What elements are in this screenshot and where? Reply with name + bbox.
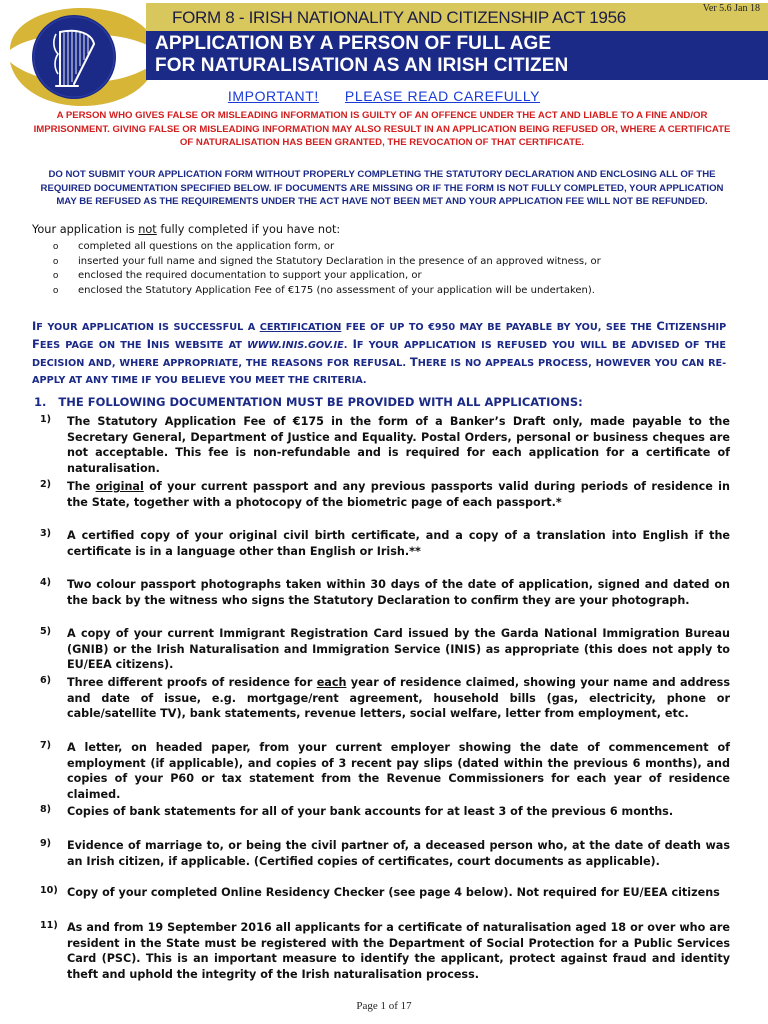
inis-website-link[interactable]: WWW.INIS.GOV.IE — [247, 340, 344, 352]
important-label: IMPORTANT! — [227, 88, 319, 104]
item-text: Copy of your completed Online Residency Checker (see page 4 below). Not required for EU/EEA citizens — [67, 886, 720, 899]
success-part-1: IF YOUR APPLICATION IS SUCCESSFUL A — [32, 319, 256, 333]
item-text-post: year of residence claimed, showing your name and address and date of issue, e.g. mortgage/rent agreement, household bills (gas, electricity, phone or cable/satellite TV), bank statements, revenue letters, social welfare, letter from employment, etc. — [67, 676, 730, 721]
certification-word: CERTIFICATION — [259, 322, 342, 333]
item-text-post: of your current passport and any previous passports valid during periods of residence in the State, together with a photocopy of the biometric page of each passport.* — [67, 480, 730, 509]
intro-prefix: Your application is — [32, 223, 139, 236]
item-text: Evidence of marriage to, or being the civil partner of, a deceased person who, at the date of death was an Irish citizen, if applicable. (Certified copies of certificates, court documents as applicable). — [67, 839, 730, 868]
item-text: Two colour passport photographs taken within 30 days of the date of application, signed and dated on the back by the witness who signs the Statutory Declaration to confirm they are your photograph. — [67, 578, 730, 607]
incomplete-checklist — [52, 240, 601, 298]
item-text: As and from 19 September 2016 all applicants for a certificate of naturalisation aged 18 or over who are resident in the State must be registered with the Department of Social Protection for a Public Services Card (PSC). This is an important measure to identify the applicant, protect against fraud and identity theft and uphold the integrity of the Irish naturalisation process. — [67, 921, 730, 981]
list-item: o enclosed the required documentation to support your application, or — [52, 269, 601, 284]
item-text: A copy of your current Immigrant Registration Card issued by the Garda National Immigration Bureau (GNIB) or the Irish Naturalisation and Immigration Service (INIS) as appropriate (this does not apply to EU/EEA citizens). — [67, 627, 730, 672]
important-notice — [0, 88, 768, 104]
incomplete-application-intro — [32, 223, 340, 236]
item-number: 3) — [40, 528, 52, 539]
item-text-pre: The — [67, 480, 96, 493]
list-item: o enclosed the Statutory Application Fee of €175 (no assessment of your application will be undertaken). — [52, 284, 601, 299]
item-number: 4) — [40, 577, 52, 588]
item-number: 2) — [40, 479, 52, 490]
success-part-2: FEE OF UP TO €950 MAY BE PAYABLE BY YOU, SEE THE CITIZENSHIP FEES PAGE ON THE INIS WEBSITE AT — [32, 319, 727, 352]
success-part-3: . IF YOUR APPLICATION IS REFUSED YOU WILL BE ADVISED OF THE DECISION AND, WHERE APPROPRIATE, THE REASONS FOR REFUSAL. THERE IS NO APPEALS PROCESS, HOWEVER YOU CAN RE-APPLY AT ANY TIME IF YOU BELIEVE YOU MEET THE CRITERIA. — [32, 337, 727, 386]
section-1-heading — [34, 395, 583, 409]
item-text: Copies of bank statements for all of your bank accounts for at least 3 of the previous 6 months. — [67, 805, 674, 818]
page-number: Page 1 of 17 — [356, 1000, 412, 1012]
item-text-underline: each — [316, 676, 347, 689]
item-text — [67, 675, 730, 722]
item-text: A certified copy of your original civil birth certificate, and a copy of a translation into English if the certificate is in a language other than English or Irish.** — [67, 529, 730, 558]
item-text-pre: Three different proofs of residence for — [67, 676, 317, 689]
certification-fee-notice — [32, 318, 726, 389]
section-heading-text: THE FOLLOWING DOCUMENTATION MUST BE PROVIDED WITH ALL APPLICATIONS: — [58, 395, 583, 409]
page-title-line-2: FOR NATURALISATION AS AN IRISH CITIZEN — [155, 55, 569, 76]
item-text — [67, 479, 730, 510]
list-item: o inserted your full name and signed the Statutory Declaration in the presence of an approved witness, or — [52, 255, 601, 270]
item-number: 9) — [40, 838, 52, 849]
page-title-line-1: APPLICATION BY A PERSON OF FULL AGE — [155, 33, 552, 54]
read-carefully-label: PLEASE READ CAREFULLY — [344, 88, 541, 104]
section-number: 1. — [34, 395, 47, 409]
item-number: 6) — [40, 675, 52, 686]
item-number: 8) — [40, 804, 52, 815]
item-number: 5) — [40, 626, 52, 637]
version-label: Ver 5.6 Jan 18 — [702, 3, 760, 14]
intro-suffix: fully completed if you have not: — [156, 223, 341, 236]
item-number: 1) — [40, 414, 52, 425]
item-text-underline: original — [95, 480, 144, 493]
submission-warning: DO NOT SUBMIT YOUR APPLICATION FORM WITHOUT PROPERLY COMPLETING THE STATUTORY DECLARATION AND ENCLOSING ALL OF THE REQUIRED DOCUMENTATION SPECIFIED BELOW. IF DOCUMENTS ARE MISSING OR IF THE FORM IS NOT FULLY COMPLETED, YOUR APPLICATION MAY BE REFUSED AS THE REQUIREMENTS UNDER THE ACT HAVE NOT BEEN MET AND YOUR APPLICATION FEE WILL NOT BE REFUNDED. — [40, 169, 724, 208]
item-number: 11) — [40, 920, 58, 931]
false-information-warning: A PERSON WHO GIVES FALSE OR MISLEADING INFORMATION IS GUILTY OF AN OFFENCE UNDER THE ACT AND LIABLE TO A FINE AND/OR IMPRISONMENT. GIVING FALSE OR MISLEADING INFORMATION MAY ALSO RESULT IN AN APPLICATION BEING REFUSED OR, WHERE A CERTIFICATE OF NATURALISATION HAS BEEN GRANTED, THE REVOCATION OF THAT CERTIFICATE. — [33, 110, 731, 149]
form-number-title: FORM 8 - IRISH NATIONALITY AND CITIZENSHIP ACT 1956 — [172, 8, 626, 27]
item-number: 7) — [40, 740, 52, 751]
item-text: The Statutory Application Fee of €175 in the form of a Banker’s Draft only, made payable to the Secretary General, Department of Justice and Equality. Postal Orders, personal or business cheques are not acceptable. This fee is non-refundable and is required for each application for a certificate of naturalisation. — [67, 415, 730, 475]
intro-emphasis: not — [138, 223, 157, 236]
item-text: A letter, on headed paper, from your current employer showing the date of commencement of employment (if applicable), and copies of 3 recent pay slips (dated within the previous 6 months), and copies of your P60 or tax statement from the Revenue Commissioners for each year of residence claimed. — [67, 741, 730, 801]
item-number: 10) — [40, 885, 58, 896]
list-item: o completed all questions on the application form, or — [52, 240, 601, 255]
